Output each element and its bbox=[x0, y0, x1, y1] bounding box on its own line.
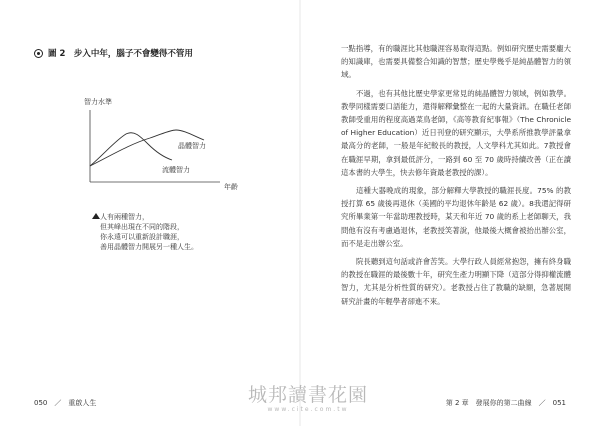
figure-title-text: 圖 2 步入中年，腦子不會變得不管用 bbox=[48, 49, 193, 59]
right-page bbox=[300, 0, 600, 426]
series-label-crystallized: 晶體智力 bbox=[178, 142, 206, 150]
series-label-fluid: 流體智力 bbox=[162, 166, 190, 174]
figure-title bbox=[34, 47, 193, 59]
annotation-line: 人有兩種智力， bbox=[100, 213, 149, 221]
body-text bbox=[341, 42, 571, 313]
series-fluid-line bbox=[90, 133, 172, 166]
paragraph: 一點指導，有的職涯比其他職涯容易取得這點。例如研究歷史需要龐大的知識庫，也需要具備整合知識的智慧；歷史學幾乎是純晶體智力的領域。 bbox=[341, 44, 571, 80]
watermark-logo-text: 城邦讀書花園 bbox=[247, 384, 368, 406]
right-page-footer: 第 2 章 發展你的第二曲線 ／ 051 bbox=[445, 399, 566, 407]
watermark bbox=[228, 380, 388, 413]
left-page-footer: 050 ／ 重啟人生 bbox=[34, 399, 97, 407]
paragraph: 院長聽到這句話或許會苦笑。大學行政人員經常抱怨，擁有終身職的教授在職涯的最後數十年，研究生產力明顯下降（這部分得抑權流體智力，尤其是分析性質的研究）。老教授占住了教職的缺額，急著展開研究計畫的年輕學者卻進不來。 bbox=[341, 257, 571, 306]
figure-bullet-icon bbox=[34, 49, 43, 58]
annotation-line: 但其峰出現在不同的階段， bbox=[100, 223, 184, 231]
intelligence-chart bbox=[80, 96, 250, 196]
chart-xlabel: 年齡 bbox=[224, 183, 238, 191]
annotation-line: 善用晶體智力開展另一種人生。 bbox=[100, 243, 198, 251]
triangle-bullet-icon bbox=[92, 213, 100, 219]
paragraph: 這種大器晚成的現象，部分解釋大學教授的職涯長度。75% 的教授打算 65 歲後再退休（美國的平均退休年齡是 62 歲）。8我還記得研究所畢業第一年當助理教授時，某天和年近 70 歲的系上老師聊天，我問他有沒有考慮過退休，老教授笑著說，他最後大概會被抬出辦公室，而不是走出辦公室。 bbox=[341, 186, 571, 248]
watermark-url: www.cite.com.tw bbox=[267, 406, 349, 413]
paragraph: 不過，也有其他比歷史學家更常見的純晶體智力領域，例如教學。教學同樣需要口語能力，還得解釋彙整在一起的大量資訊。在職任老師教師受重用的程度高過菜鳥老師，《高等教育紀事報》（The Chronicle of Higher Education）近日刊登的研究顯示，大學系所推教學評量拿最高分的老師，一般是年紀較長的教授，人文學科尤其如此。7教授會在職涯早期，拿到最低評分，一路到 60 至 70 歲時持續改善（正在讀這本書的大學生，快去修年資最老教授的課）。 bbox=[341, 88, 571, 177]
figure-annotation bbox=[92, 212, 198, 252]
chart-ylabel: 智力水準 bbox=[84, 98, 112, 106]
annotation-line: 你永遠可以重新設計職涯， bbox=[100, 233, 184, 241]
